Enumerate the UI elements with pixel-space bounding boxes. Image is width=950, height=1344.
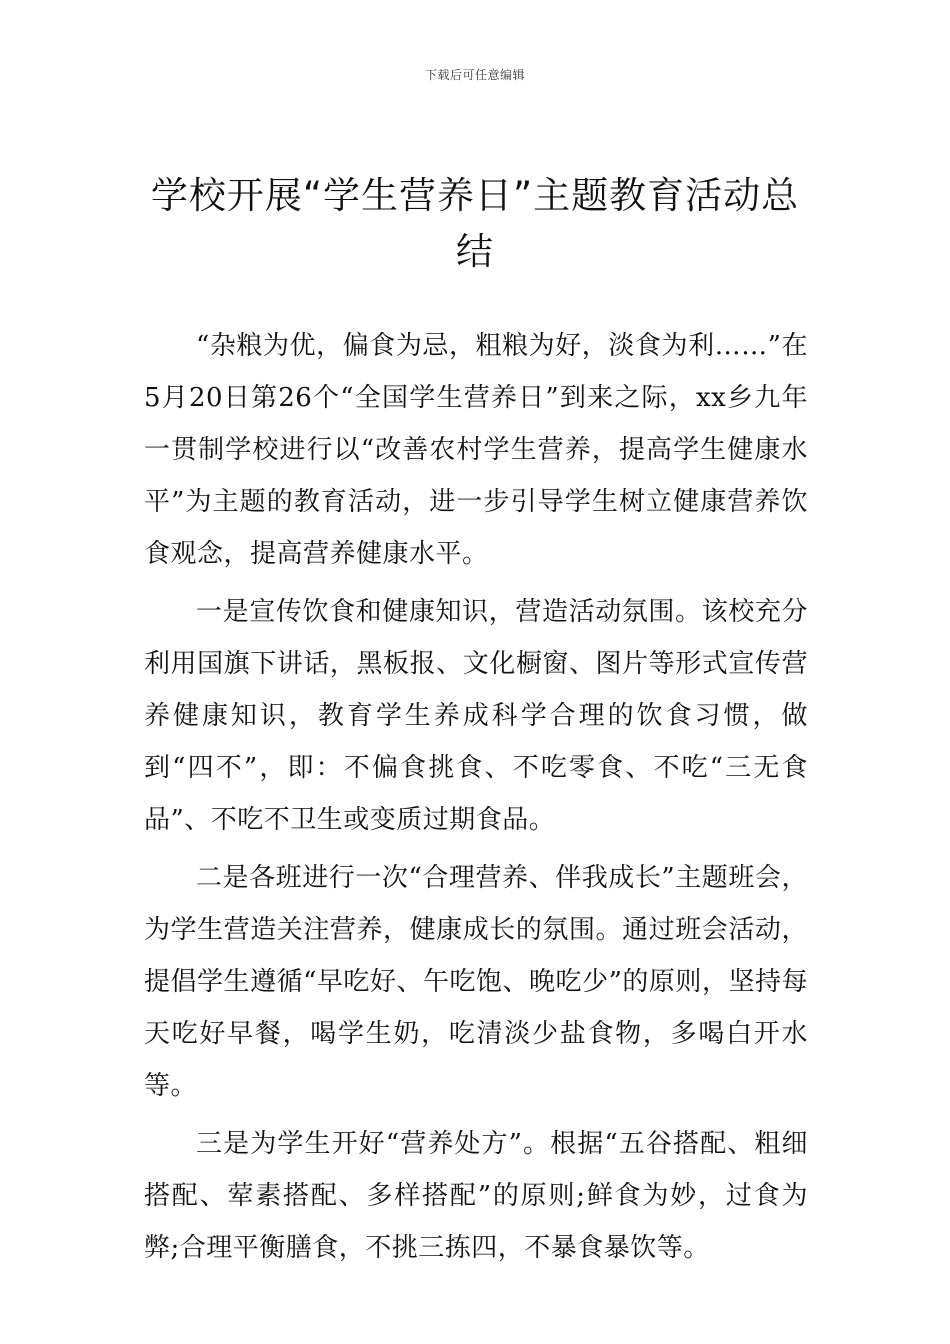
paragraph-second-point: 二是各班进行一次“合理营养、伴我成长”主题班会，为学生营造关注营养，健康成长的氛围。通过班会活动，提倡学生遵循“早吃好、午吃饱、晚吃少”的原则，坚持每天吃好早餐，喝学生奶，吃清淡少盐食物，多喝白开水等。 xyxy=(144,863,808,1101)
paragraph-intro: “杂粮为优，偏食为忌，粗粮为好，淡食为利……”在5月20日第26个“全国学生营养日”到来之际，xx乡九年一贯制学校进行以“改善农村学生营养，提高学生健康水平”为主题的教育活动，进一步引导学生树立健康营养饮食观念，提高营养健康水平。 xyxy=(144,331,808,569)
document-body xyxy=(144,320,808,1280)
document-title: 学校开展“学生营养日”主题教育活动总结 xyxy=(150,174,800,273)
paragraph-first-point: 一是宣传饮食和健康知识，营造活动氛围。该校充分利用国旗下讲话，黑板报、文化橱窗、图片等形式宣传营养健康知识，教育学生养成科学合理的饮食习惯，做到“四不”，即：不偏食挑食、不吃零食、不吃“三无食品”、不吃不卫生或变质过期食品。 xyxy=(144,597,808,835)
paragraph-third-point: 三是为学生开好“营养处方”。根据“五谷搭配、粗细搭配、荤素搭配、多样搭配”的原则;鲜食为妙，过食为弊;合理平衡膳食，不挑三拣四，不暴食暴饮等。 xyxy=(144,1129,808,1263)
header-note: 下载后可任意编辑 xyxy=(424,68,525,82)
